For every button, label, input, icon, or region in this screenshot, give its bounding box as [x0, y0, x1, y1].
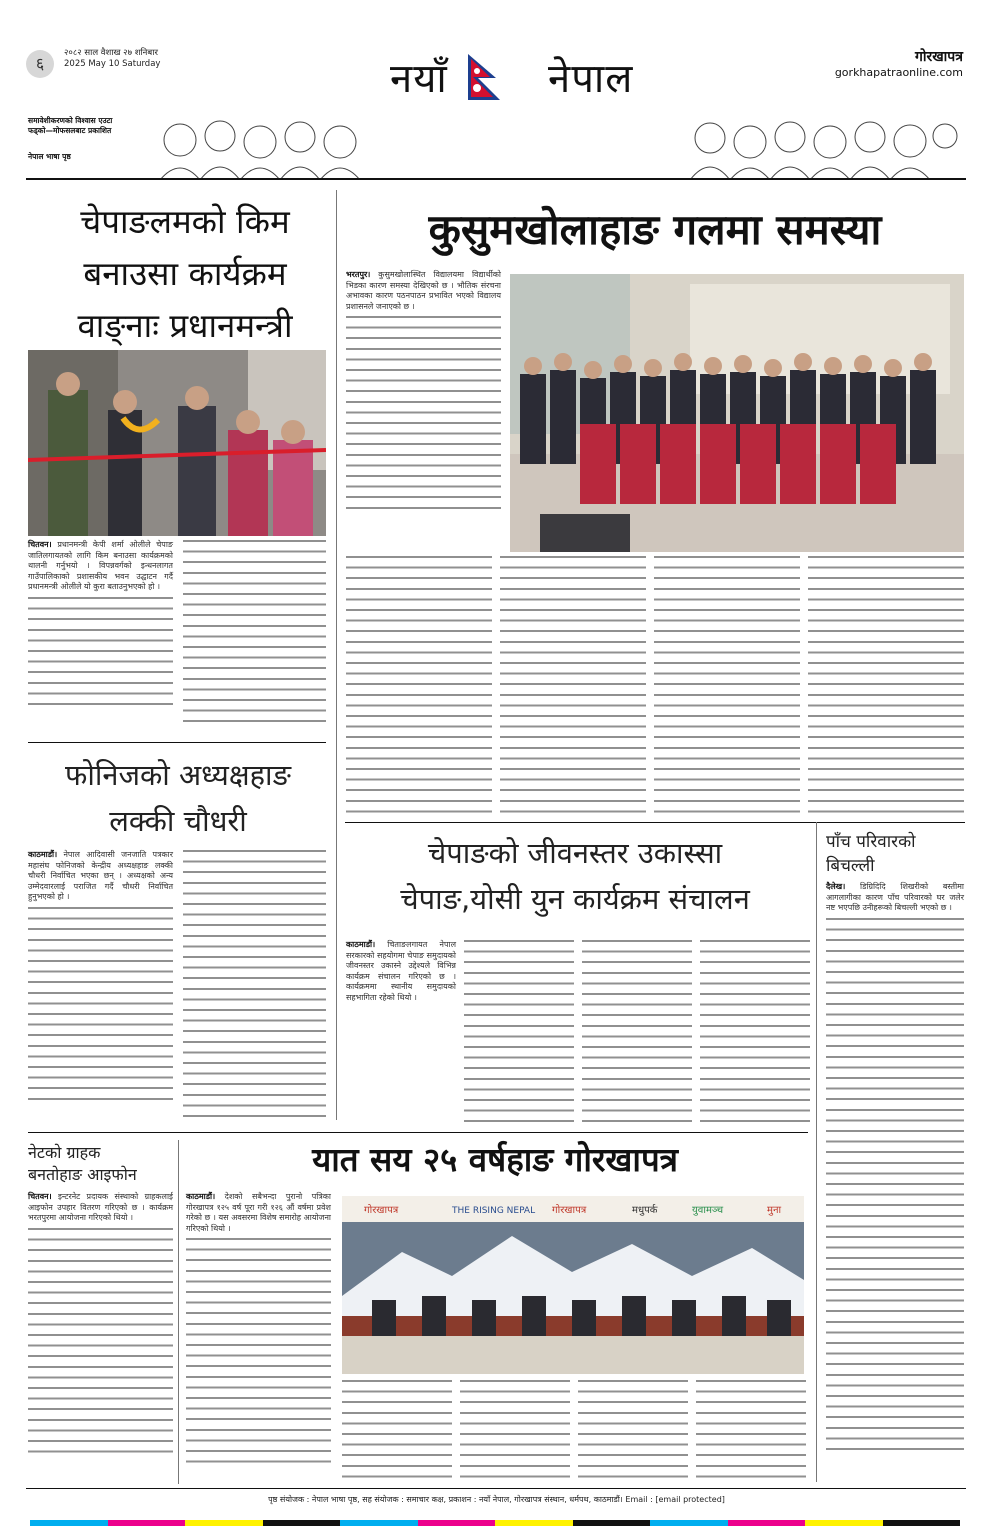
article-body-gorkhapatra [186, 1192, 331, 1482]
footer-credits: पृष्ठ संयोजक : नेपाल भाषा पृष्ठ, सह संयोजक : समाचार कक्ष, प्रकाशन : नयाँ नेपाल, गोरखापत्र संस्थान, धर्मपथ, काठमाडौं। Email : [email protected] [268, 1495, 725, 1504]
dateline-label: दैलेख। [826, 882, 846, 891]
text-lines [500, 556, 646, 818]
headline-line: वाङ्नाः प्रधानमन्त्री [77, 306, 293, 345]
article-body-chepang-living [346, 940, 456, 1125]
article-text: इन्टरनेट प्रदायक संस्थाको ग्राहकलाई आइफोन उपहार वितरण गरिएको छ । कार्यक्रम भरतपुरमा आयोजना गरिएको थियो । [28, 1192, 173, 1223]
text-lines [460, 1380, 570, 1482]
headline-kusumkhola: कुसुमखोलाहाङ गलमा समस्या [428, 205, 882, 254]
headline-five-families [826, 830, 966, 878]
text-lines [346, 556, 492, 818]
section-label: नेपाल भाषा पृष्ठ [28, 152, 71, 161]
headline-line: चेपाङलमको किम [80, 202, 290, 241]
text-lines [342, 1380, 452, 1482]
text-lines [346, 316, 501, 516]
banner-brand: युवामञ्च [692, 1205, 724, 1216]
header-rule [26, 178, 966, 180]
dateline-label: काठमाडौं। [346, 940, 376, 949]
banner-brand: गोरखापत्र [552, 1205, 587, 1216]
article-body-chepang-kim [28, 540, 173, 730]
article-body-netko [28, 1192, 173, 1482]
tagline: समावेशीकरणको विश्वास एउटा फड्को—मोफसलबाट प्रकाशित [28, 116, 113, 135]
publisher-block [835, 48, 963, 80]
article-text: देशको सबैभन्दा पुरानो पत्रिका गोरखापत्र १२५ वर्ष पूरा गरी १२६ औं वर्षमा प्रवेश गरेको छ । यस अवसरमा विशेष समारोह आयोजना गरिएको थियो । [186, 1192, 331, 1233]
text-lines [464, 940, 574, 1125]
column-rule [816, 822, 817, 1482]
headline-chepang-kim [40, 196, 330, 352]
dateline-label: काठमाडौं। [186, 1192, 216, 1201]
photo-ceremony [342, 1196, 804, 1374]
headline-line: बनतोहाङ आइफोन [28, 1165, 137, 1184]
dateline-label: चितवन। [28, 1192, 52, 1201]
text-lines [700, 940, 810, 1125]
dateline-label: काठमाडौं। [28, 850, 58, 859]
headline-line: चेपाङ,योसी युन कार्यक्रम संचालन [400, 882, 750, 916]
dateline-label: चितवन। [28, 540, 52, 549]
section-rule [28, 742, 326, 743]
article-text: डिग्रिदिदि शिखरीको बस्तीमा आगलागीका कारण पाँच परिवारको घर जलेर नष्ट भएपछि उनीहरूको बिचल्ली भएको छ । [826, 882, 964, 913]
article-text: प्रधानमन्त्री केपी शर्मा ओलीले चेपाङ जातिलगायतको लागि किम बनाउसा कार्यक्रमको थालनी गर्नुभयो । विपन्नवर्गको इन्धनलागत गाउँपालिकाको प्रशासकीय भवन उद्घाटन गर्दै प्रधानमन्त्री ओलीले यो कुरा बताउनुभएको हो । [28, 540, 174, 592]
column-rule [178, 1140, 179, 1484]
text-lines [696, 1380, 806, 1482]
text-lines [28, 1228, 173, 1458]
text-lines [28, 597, 173, 707]
section-rule [28, 1132, 808, 1133]
headline-fonij [28, 752, 328, 844]
headline-line: बनाउसा कार्यक्रम [83, 254, 287, 293]
text-lines [808, 556, 964, 818]
color-registration-bar [30, 1520, 960, 1526]
article-body-five-families [826, 882, 964, 1482]
headline-netko [28, 1142, 178, 1186]
banner-brand: THE RISING NEPAL [452, 1206, 536, 1216]
publisher-name: गोरखापत्र [915, 49, 963, 65]
dateline-label: भरतपुर। [346, 270, 371, 279]
section-rule [345, 822, 965, 823]
headline-line: लक्की चौधरी [109, 804, 247, 838]
headline-line: पाँच परिवारको [826, 832, 916, 852]
masthead-right: नेपाल [548, 56, 634, 102]
text-lines [578, 1380, 688, 1482]
text-lines [183, 850, 326, 1120]
photo-group [510, 274, 964, 552]
banner-brand: गोरखापत्र [364, 1205, 399, 1216]
article-text: चिताङलगायत नेपाल सरकारको सहयोगमा चेपाङ समुदायको जीवनस्तर उकास्ने उद्देश्यले विभिन्न कार्यक्रम संचालन गरिएको छ । कार्यक्रममा स्थानीय समुदायको सहभागिता रहेको थियो । [346, 940, 457, 1002]
article-body-kusumkhola [346, 270, 501, 540]
text-lines [826, 918, 964, 1458]
text-lines [654, 556, 800, 818]
headline-line: नेटको ग्राहक [28, 1143, 101, 1162]
headline-line: फोनिजको अध्यक्षहाङ [64, 758, 292, 792]
article-body-fonij [28, 850, 173, 1120]
text-lines [186, 1238, 331, 1468]
footer-rule [26, 1488, 966, 1489]
article-text: कुसुमखोलास्थित विद्यालयमा विद्यार्थीको भिडका कारण समस्या देखिएको छ । भौतिक संरचना अभावका कारण पठनपाठन प्रभावित भएको विद्यालय प्रशासनले जनाएको छ । [346, 270, 501, 311]
headline-chepang-living [345, 830, 805, 922]
headline-line: बिचल्ली [826, 856, 875, 876]
text-lines [28, 907, 173, 1107]
banner-brand: मधुपर्क [632, 1205, 658, 1216]
column-rule [336, 190, 337, 1120]
date-np: २०८२ साल वैशाख २७ शनिबार [64, 48, 158, 58]
website-link[interactable]: gorkhapatraonline.com [834, 66, 963, 79]
article-text: नेपाल आदिवासी जनजाति पत्रकार महासंघ फोनिजको केन्द्रीय अध्यक्षहाङ लक्की चौधरी निर्वाचित भएका छन् । अध्यक्षको अन्य उम्मेदवारलाई पराजित गर्दै चौधरी निर्वाचित हुनुभएको हो । [28, 850, 173, 902]
headline-line: चेपाङको जीवनस्तर उकास्सा [427, 836, 723, 870]
headline-gorkhapatra: यात सय २५ वर्षहाङ गोरखापत्र [312, 1140, 678, 1179]
photo-inauguration [28, 350, 326, 536]
date-en: 2025 May 10 Saturday [64, 59, 161, 69]
text-lines [183, 540, 326, 730]
text-lines [582, 940, 692, 1125]
page-number: ६ [26, 50, 54, 78]
masthead-illustration [150, 90, 960, 180]
dateline [64, 48, 160, 70]
banner-brand: मुना [767, 1205, 782, 1216]
masthead-left: नयाँ [390, 56, 448, 102]
